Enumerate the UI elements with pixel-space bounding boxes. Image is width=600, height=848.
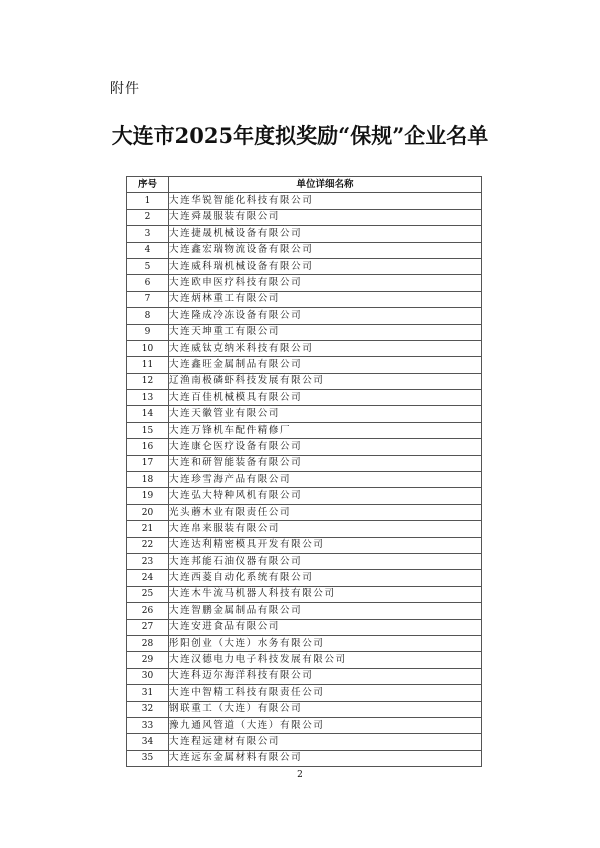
table-row [127, 340, 482, 356]
company-name: 大连欧申医疗科技有限公司 [169, 275, 482, 291]
table-row [127, 504, 482, 520]
table-row [127, 472, 482, 488]
row-index: 5 [127, 258, 169, 274]
company-name: 大连程远建材有限公司 [169, 734, 482, 750]
table-row [127, 750, 482, 766]
table-body [127, 193, 482, 767]
row-index: 25 [127, 586, 169, 602]
table-row [127, 553, 482, 569]
company-name: 大连中智精工科技有限责任公司 [169, 685, 482, 701]
table-row [127, 275, 482, 291]
table-row [127, 635, 482, 651]
row-index: 8 [127, 308, 169, 324]
table-row [127, 324, 482, 340]
row-index: 30 [127, 668, 169, 684]
table-row [127, 258, 482, 274]
row-index: 11 [127, 357, 169, 373]
company-name: 大连帛来服装有限公司 [169, 521, 482, 537]
table-row [127, 603, 482, 619]
row-index: 16 [127, 439, 169, 455]
company-name: 大连达利精密模具开发有限公司 [169, 537, 482, 553]
company-name: 光头蘑木业有限责任公司 [169, 504, 482, 520]
company-name: 大连鑫旺金属制品有限公司 [169, 357, 482, 373]
company-name: 大连珍雪海产品有限公司 [169, 472, 482, 488]
company-name: 大连威科瑞机械设备有限公司 [169, 258, 482, 274]
table-row [127, 685, 482, 701]
company-name: 大连远东金属材料有限公司 [169, 750, 482, 766]
row-index: 21 [127, 521, 169, 537]
row-index: 34 [127, 734, 169, 750]
row-index: 1 [127, 193, 169, 209]
row-index: 7 [127, 291, 169, 307]
table-row [127, 357, 482, 373]
row-index: 24 [127, 570, 169, 586]
row-index: 29 [127, 652, 169, 668]
table-row [127, 717, 482, 733]
company-name: 大连威钛克纳米科技有限公司 [169, 340, 482, 356]
company-name: 钢联重工（大连）有限公司 [169, 701, 482, 717]
table-row [127, 488, 482, 504]
company-name: 豫九通风管道（大连）有限公司 [169, 717, 482, 733]
row-index: 12 [127, 373, 169, 389]
table-row [127, 242, 482, 258]
company-name: 大连智鹏金属制品有限公司 [169, 603, 482, 619]
column-header-company-name: 单位详细名称 [169, 177, 482, 193]
table-row [127, 422, 482, 438]
table-header-row [127, 177, 482, 193]
company-name: 大连万锋机车配件精修厂 [169, 422, 482, 438]
row-index: 6 [127, 275, 169, 291]
row-index: 18 [127, 472, 169, 488]
company-name: 大连华锐智能化科技有限公司 [169, 193, 482, 209]
row-index: 13 [127, 390, 169, 406]
table-row [127, 390, 482, 406]
company-name: 大连炳林重工有限公司 [169, 291, 482, 307]
company-name: 大连隆成冷冻设备有限公司 [169, 308, 482, 324]
table-row [127, 209, 482, 225]
row-index: 27 [127, 619, 169, 635]
company-name: 大连木牛流马机器人科技有限公司 [169, 586, 482, 602]
row-index: 19 [127, 488, 169, 504]
page-number: 2 [297, 770, 303, 780]
row-index: 2 [127, 209, 169, 225]
company-name: 大连汉德电力电子科技发展有限公司 [169, 652, 482, 668]
row-index: 4 [127, 242, 169, 258]
company-name: 大连西菱自动化系统有限公司 [169, 570, 482, 586]
company-list-table [126, 176, 482, 767]
company-name: 大连舜晟服装有限公司 [169, 209, 482, 225]
table-row [127, 668, 482, 684]
company-name: 大连和研智能装备有限公司 [169, 455, 482, 471]
row-index: 9 [127, 324, 169, 340]
row-index: 23 [127, 553, 169, 569]
company-name: 大连邦能石油仪器有限公司 [169, 553, 482, 569]
table-row [127, 734, 482, 750]
company-name: 大连科迈尔海洋科技有限公司 [169, 668, 482, 684]
company-name: 大连安进食品有限公司 [169, 619, 482, 635]
row-index: 33 [127, 717, 169, 733]
row-index: 35 [127, 750, 169, 766]
row-index: 10 [127, 340, 169, 356]
row-index: 3 [127, 226, 169, 242]
company-name: 彤阳创业（大连）水务有限公司 [169, 635, 482, 651]
company-name: 大连捷晟机械设备有限公司 [169, 226, 482, 242]
company-name: 大连鑫宏瑞物流设备有限公司 [169, 242, 482, 258]
table-row [127, 652, 482, 668]
table-row [127, 226, 482, 242]
table-row [127, 701, 482, 717]
table-row [127, 537, 482, 553]
row-index: 22 [127, 537, 169, 553]
company-name: 大连百佳机械模具有限公司 [169, 390, 482, 406]
company-name: 大连弘大特种风机有限公司 [169, 488, 482, 504]
table-row [127, 521, 482, 537]
table-row [127, 455, 482, 471]
row-index: 15 [127, 422, 169, 438]
row-index: 26 [127, 603, 169, 619]
company-name: 大连天徽管业有限公司 [169, 406, 482, 422]
company-name: 大连康仑医疗设备有限公司 [169, 439, 482, 455]
table-row [127, 619, 482, 635]
attachment-label: 附件 [110, 81, 140, 97]
table-row [127, 373, 482, 389]
table-row [127, 291, 482, 307]
document-title: 大连市2025年度拟奖励“保规”企业名单 [111, 123, 489, 148]
table-row [127, 586, 482, 602]
row-index: 17 [127, 455, 169, 471]
row-index: 32 [127, 701, 169, 717]
row-index: 20 [127, 504, 169, 520]
table-row [127, 439, 482, 455]
table-row [127, 308, 482, 324]
row-index: 14 [127, 406, 169, 422]
column-header-index: 序号 [127, 177, 169, 193]
row-index: 28 [127, 635, 169, 651]
table-row [127, 193, 482, 209]
row-index: 31 [127, 685, 169, 701]
table-row [127, 570, 482, 586]
company-name: 大连天坤重工有限公司 [169, 324, 482, 340]
table-row [127, 406, 482, 422]
company-name: 辽渔南极磷虾科技发展有限公司 [169, 373, 482, 389]
